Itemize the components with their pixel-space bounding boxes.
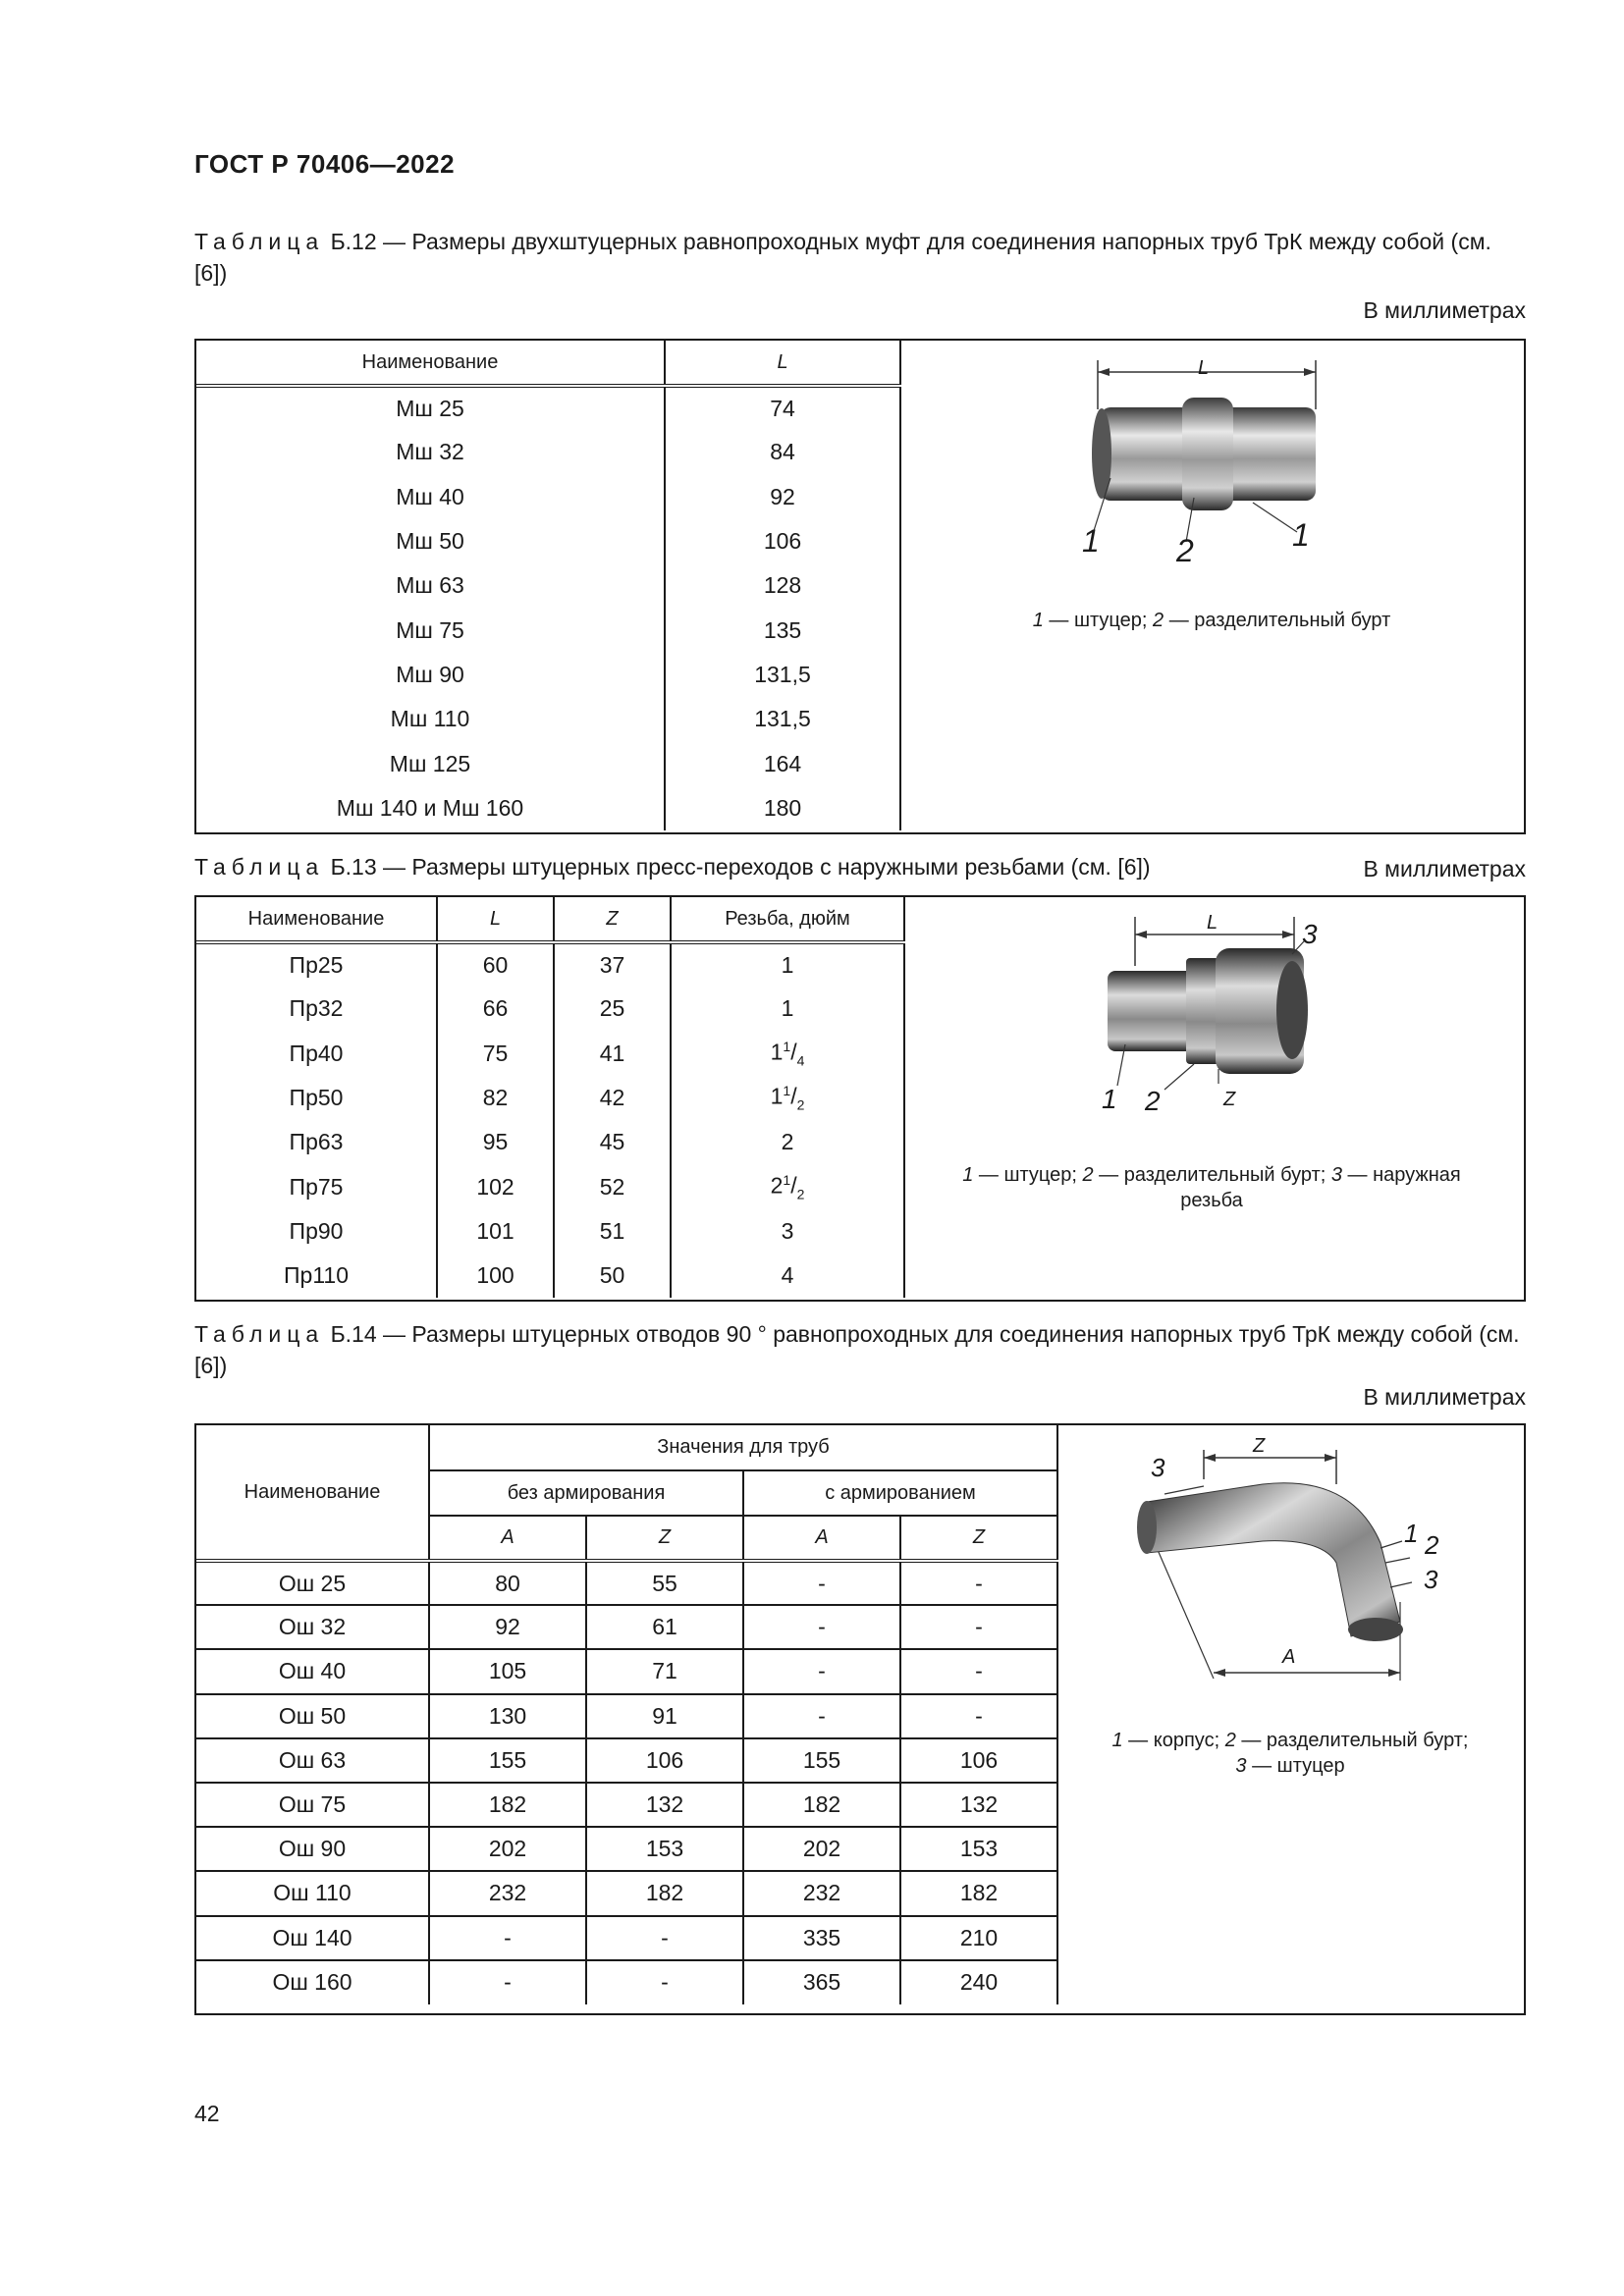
table-12-data: [196, 341, 901, 830]
cell-z-unreinforced: 182: [586, 1871, 743, 1915]
cell-z-reinforced: 132: [900, 1783, 1057, 1827]
dimension-z: Z: [1253, 1435, 1266, 1457]
cell-z-reinforced: -: [900, 1649, 1057, 1693]
cell-z-reinforced: -: [900, 1694, 1057, 1738]
column-header-l: L: [437, 897, 554, 942]
cell-z-unreinforced: -: [586, 1916, 743, 1960]
figure-legend: 1 — штуцер; 2 — разделительный бурт: [1032, 610, 1391, 631]
cell-name: Мш 50: [196, 519, 665, 563]
cell-z: 51: [554, 1209, 671, 1254]
callout-2: 2: [1176, 533, 1194, 568]
cell-name: Ош 40: [196, 1649, 429, 1693]
cell-thread: $2^1/_2$: [671, 1164, 904, 1208]
cell-z-reinforced: 240: [900, 1960, 1057, 2004]
cell-l: 131,5: [665, 653, 900, 697]
cell-name: Пр25: [196, 942, 437, 987]
cell-name: Ош 160: [196, 1960, 429, 2004]
cell-a-unreinforced: 92: [429, 1605, 586, 1649]
cell-name: Мш 75: [196, 608, 665, 652]
dimension-l: L: [1207, 912, 1218, 934]
table-row: [196, 519, 900, 563]
cell-name: Ош 63: [196, 1738, 429, 1783]
table-row: [196, 386, 900, 430]
table-row: [196, 1960, 1057, 2004]
callout-1-left: 1: [1082, 523, 1100, 559]
cell-name: Мш 140 и Мш 160: [196, 786, 665, 830]
cell-l: 180: [665, 786, 900, 830]
cell-z-unreinforced: -: [586, 1960, 743, 2004]
cell-thread: $1^1/_2$: [671, 1076, 904, 1120]
cell-name: Пр75: [196, 1164, 437, 1208]
callout-1: 1: [1404, 1519, 1419, 1548]
column-header-thread: Резьба, дюйм: [671, 897, 904, 942]
table-row: [196, 475, 900, 519]
cell-z-reinforced: 153: [900, 1827, 1057, 1871]
cell-z-reinforced: -: [900, 1605, 1057, 1649]
column-header-l: L: [665, 341, 900, 386]
cell-a-unreinforced: -: [429, 1960, 586, 2004]
cell-name: Мш 110: [196, 697, 665, 741]
callout-2: 2: [1145, 1086, 1161, 1116]
cell-z-unreinforced: 61: [586, 1605, 743, 1649]
cell-l: 74: [665, 386, 900, 430]
table-row: [196, 786, 900, 830]
cell-z-unreinforced: 106: [586, 1738, 743, 1783]
cell-name: Мш 63: [196, 563, 665, 608]
figure-adapter: [899, 897, 1524, 1300]
cell-l: 82: [437, 1076, 554, 1120]
column-header-z: Z: [586, 1516, 743, 1561]
cell-thread: 1: [671, 942, 904, 987]
cell-z: 42: [554, 1076, 671, 1120]
table-row: [196, 987, 904, 1031]
units-label: В миллиметрах: [1363, 297, 1526, 323]
cell-a-reinforced: -: [743, 1605, 900, 1649]
cell-z-unreinforced: 91: [586, 1694, 743, 1738]
column-header-name: Наименование: [196, 897, 437, 942]
cell-name: Мш 90: [196, 653, 665, 697]
cell-a-reinforced: -: [743, 1694, 900, 1738]
callout-3: 3: [1302, 919, 1318, 949]
cell-thread: 3: [671, 1209, 904, 1254]
cell-name: Пр32: [196, 987, 437, 1031]
cell-l: 92: [665, 475, 900, 519]
figure-coupling: [899, 341, 1524, 832]
cell-a-unreinforced: 202: [429, 1827, 586, 1871]
cell-a-reinforced: 182: [743, 1783, 900, 1827]
table-12-caption: [194, 226, 1526, 289]
column-header-a: A: [429, 1516, 586, 1561]
table-row: [196, 430, 900, 474]
cell-a-reinforced: 232: [743, 1871, 900, 1915]
cell-name: Мш 125: [196, 741, 665, 785]
cell-name: Ош 140: [196, 1916, 429, 1960]
table-14-caption: [194, 1318, 1526, 1381]
cell-a-unreinforced: 232: [429, 1871, 586, 1915]
cell-l: 101: [437, 1209, 554, 1254]
table-row: [196, 1649, 1057, 1693]
column-header-name: Наименование: [196, 1425, 429, 1561]
figure-legend: 1 — корпус; 2 — разделительный бурт; 3 — штуцер: [1111, 1730, 1469, 1777]
table-13-data: [196, 897, 905, 1298]
caption-text: Б.14 — Размеры штуцерных отводов 90 ° равнопроходных для соединения напорных труб ТрК между собой (см. [6]): [194, 1321, 1520, 1378]
dimension-z: Z: [1223, 1089, 1236, 1110]
column-header-a: A: [743, 1516, 900, 1561]
table-14-data: [196, 1425, 1058, 2004]
table-row: [196, 1164, 904, 1208]
cell-z: 41: [554, 1032, 671, 1076]
cell-name: Пр90: [196, 1209, 437, 1254]
cell-name: Ош 50: [196, 1694, 429, 1738]
cell-z-unreinforced: 71: [586, 1649, 743, 1693]
cell-l: 106: [665, 519, 900, 563]
cell-name: Ош 90: [196, 1827, 429, 1871]
cell-name: Пр63: [196, 1120, 437, 1164]
table-row: [196, 1120, 904, 1164]
table-row: [196, 697, 900, 741]
cell-z-unreinforced: 55: [586, 1561, 743, 1605]
cell-name: Ош 32: [196, 1605, 429, 1649]
callout-3-top: 3: [1151, 1453, 1165, 1482]
cell-name: Ош 110: [196, 1871, 429, 1915]
cell-a-unreinforced: -: [429, 1916, 586, 1960]
cell-name: Пр50: [196, 1076, 437, 1120]
table-row: [196, 1694, 1057, 1738]
units-label: В миллиметрах: [1363, 856, 1526, 881]
cell-l: 95: [437, 1120, 554, 1164]
cell-z: 52: [554, 1164, 671, 1208]
cell-l: 102: [437, 1164, 554, 1208]
cell-l: 60: [437, 942, 554, 987]
cell-l: 66: [437, 987, 554, 1031]
table-row: [196, 1916, 1057, 1960]
cell-name: Ош 75: [196, 1783, 429, 1827]
column-group-values: Значения для труб: [429, 1425, 1057, 1470]
table-row: [196, 1871, 1057, 1915]
column-group-reinforced: с армированием: [743, 1470, 1057, 1516]
cell-a-unreinforced: 182: [429, 1783, 586, 1827]
callout-3-bottom: 3: [1424, 1565, 1438, 1594]
cell-l: 131,5: [665, 697, 900, 741]
callout-2: 2: [1425, 1530, 1439, 1560]
cell-a-reinforced: -: [743, 1561, 900, 1605]
table-row: [196, 1032, 904, 1076]
cell-a-unreinforced: 105: [429, 1649, 586, 1693]
cell-z-reinforced: 210: [900, 1916, 1057, 1960]
table-row: [196, 942, 904, 987]
page-number: 42: [194, 2101, 220, 2126]
table-label: Таблица: [194, 1321, 325, 1347]
cell-z-unreinforced: 153: [586, 1827, 743, 1871]
cell-z: 37: [554, 942, 671, 987]
cell-thread: $1^1/_4$: [671, 1032, 904, 1076]
cell-a-unreinforced: 155: [429, 1738, 586, 1783]
cell-name: Мш 25: [196, 386, 665, 430]
table-12: [194, 339, 1526, 834]
cell-l: 100: [437, 1254, 554, 1298]
coupling-drawing: [899, 341, 1524, 635]
cell-thread: 4: [671, 1254, 904, 1298]
cell-l: 75: [437, 1032, 554, 1076]
figure-legend: 1 — штуцер; 2 — разделительный бурт; 3 — наружная резьба: [962, 1164, 1461, 1211]
cell-a-reinforced: 335: [743, 1916, 900, 1960]
cell-l: 135: [665, 608, 900, 652]
cell-a-reinforced: -: [743, 1649, 900, 1693]
table-row: [196, 1783, 1057, 1827]
table-row: [196, 608, 900, 652]
cell-name: Мш 40: [196, 475, 665, 519]
cell-z: 50: [554, 1254, 671, 1298]
table-row: [196, 1254, 904, 1298]
cell-a-unreinforced: 130: [429, 1694, 586, 1738]
callout-1-right: 1: [1292, 517, 1310, 553]
cell-a-reinforced: 155: [743, 1738, 900, 1783]
cell-a-reinforced: 365: [743, 1960, 900, 2004]
figure-elbow: [1056, 1425, 1524, 2013]
table-row: [196, 1605, 1057, 1649]
cell-z: 25: [554, 987, 671, 1031]
caption-text: Б.13 — Размеры штуцерных пресс-переходов с наружными резьбами (см. [6]): [330, 854, 1151, 880]
table-row: [196, 653, 900, 697]
table-row: [196, 1209, 904, 1254]
table-13-caption: [194, 851, 1526, 882]
elbow-drawing: [1056, 1425, 1524, 1720]
table-row: [196, 1561, 1057, 1605]
cell-l: 128: [665, 563, 900, 608]
table-row: [196, 741, 900, 785]
cell-z-reinforced: 182: [900, 1871, 1057, 1915]
cell-a-unreinforced: 80: [429, 1561, 586, 1605]
table-row: [196, 1076, 904, 1120]
table-row: [196, 1738, 1057, 1783]
cell-z: 45: [554, 1120, 671, 1164]
cell-name: Пр40: [196, 1032, 437, 1076]
cell-name: Ош 25: [196, 1561, 429, 1605]
table-row: [196, 1827, 1057, 1871]
table-13: [194, 895, 1526, 1302]
table-label: Таблица: [194, 854, 325, 880]
cell-thread: 2: [671, 1120, 904, 1164]
caption-text: Б.12 — Размеры двухштуцерных равнопроходных муфт для соединения напорных труб ТрК между собой (см. [6]): [194, 229, 1491, 286]
cell-z-reinforced: -: [900, 1561, 1057, 1605]
callout-1: 1: [1102, 1084, 1117, 1114]
column-group-unreinforced: без армирования: [429, 1470, 743, 1516]
table-14: [194, 1423, 1526, 2015]
table-row: [196, 563, 900, 608]
cell-l: 164: [665, 741, 900, 785]
column-header-z: Z: [900, 1516, 1057, 1561]
cell-name: Мш 32: [196, 430, 665, 474]
dimension-l: L: [1198, 357, 1210, 379]
cell-name: Пр110: [196, 1254, 437, 1298]
document-code: ГОСТ Р 70406—2022: [194, 149, 456, 179]
table-label: Таблица: [194, 229, 325, 254]
cell-thread: 1: [671, 987, 904, 1031]
cell-z-unreinforced: 132: [586, 1783, 743, 1827]
cell-a-reinforced: 202: [743, 1827, 900, 1871]
column-header-z: Z: [554, 897, 671, 942]
dimension-a: A: [1282, 1646, 1296, 1668]
cell-z-reinforced: 106: [900, 1738, 1057, 1783]
column-header-name: Наименование: [196, 341, 665, 386]
cell-l: 84: [665, 430, 900, 474]
units-label: В миллиметрах: [1363, 1384, 1526, 1410]
